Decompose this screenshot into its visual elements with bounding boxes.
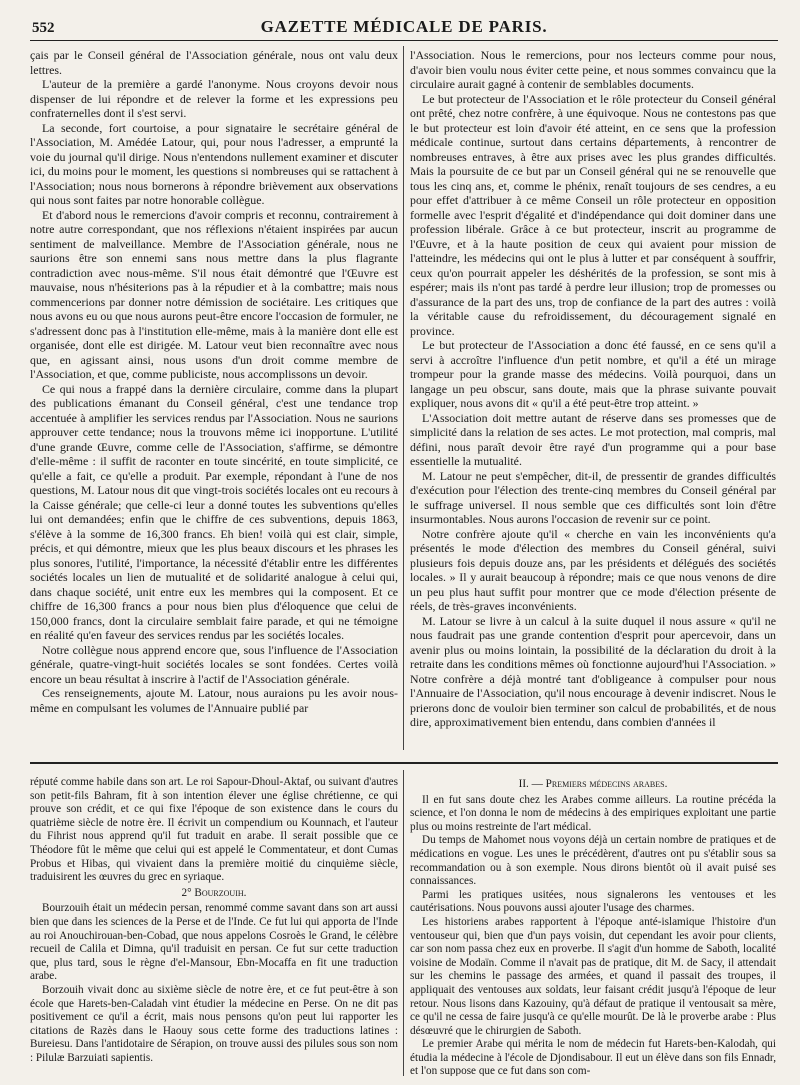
feuilleton-divider <box>30 762 778 764</box>
paragraph: Le but protecteur de l'Association et le rôle protecteur du Conseil général ont prêté, chez notre confrère, à une équivoque. Nous ne contestons pas que le but protecteur est loin d'avoir été atteint, en ce sens que la profession médicale continue, surtout dans certains départements, à rencontrer de nombreuses entraves, à être aux prises avec les plus grandes difficultés. Mais la poursuite de ce but par un Conseil général qui ne se renouvelle que tous les cinq ans, et, comme le phénix, renaît toujours de ses cendres, a eu pour effet d'attribuer à ce même Conseil un rôle protecteur en opposition formelle avec l'esprit d'égalité et d'indépendance qui doit dominer dans une profession libérale. Grâce à ce but protecteur, inscrit au programme de l'Œuvre, et à la haute position de ceux qui avaient pour mission de l'atteindre, les médecins qui ont le plus à lutter et par conséquent à souffrir, ceux qu'on pourrait appeler les déshérités de la profession, se sont mis à espérer; mais ils n'ont pas tardé à perdre leur illusion; trop de promesses ou d'assurance de la part des uns, trop de confiance de la part des autres : voilà la véritable cause du refroidissement, du découragement signalé en province. <box>410 91 776 338</box>
section-heading: 2° Bourzouih. <box>181 886 247 899</box>
column-bottom-right <box>410 776 776 1076</box>
page-header <box>30 14 778 41</box>
paragraph: Notre confrère ajoute qu'il « cherche en vain les inconvénients qu'a présentés le mode d'élection des membres du Conseil général, suivi plusieurs fois depuis douze ans, par les présidents et délégués des sociétés locales. » Il y aurait beaucoup à répondre; mais ce que nous venons de dire un peu plus haut suffit pour montrer que ce mode d'élection présente de réels, de très-graves inconvénients. <box>410 526 776 613</box>
paragraph: M. Latour se livre à un calcul à la suite duquel il nous assure « qu'il ne nous faudrait pas une grande contention d'esprit pour apercevoir, dans un avenir plus ou moins lointain, la possibilité de la déclaration du droit à la retraite dans les conditions mêmes où fonctionne aujourd'hui l'Association. » Notre confrère a déjà montré tant d'obligeance à compulser pour nous l'Annuaire de l'Association, qu'il nous encourage à devenir indiscret. Nous le prierons donc de vouloir bien terminer son calcul de probabilités, et de nous dire, approximativement bien entendu, dans combien d'années il <box>410 613 776 729</box>
journal-title: GAZETTE MÉDICALE DE PARIS. <box>260 17 548 36</box>
paragraph: çais par le Conseil général de l'Association générale, nous ont valu deux lettres. <box>30 48 398 77</box>
column-divider-bottom <box>403 770 404 1076</box>
paragraph: l'Association. Nous le remercions, pour nos lecteurs comme pour nous, d'avoir bien voulu nous éviter cette peine, et nous sommes convaincu que la circulaire aurait gagné à contenir de semblables documents. <box>410 48 776 91</box>
paragraph: Les historiens arabes rapportent à l'époque anté-islamique l'histoire d'un ventouseur qui, bien que d'un pays voisin, dut cependant les avoir pour clients, car son nom passa chez eux en proverbe. Il s'agit d'un homme de Saboth, localité voisine de Modaïn. Comme il n'avait pas de pratique, dit M. de Sacy, il attendait sur les chemins le passage des armées, et quand il passait des troupes, il appliquait des ventouses aux soldats, leur faisant crédit jusqu'à l'époque de leur retour. Nous lisons dans Kazouiny, qu'à défaut de pratique il ventousait sa mère, ce qu'il ne cessa de faire jusqu'à ce qu'elle mourût. De là le proverbe arabe : Plus désœuvré que le chirurgien de Saboth. <box>410 915 776 1037</box>
paragraph: La seconde, fort courtoise, a pour signataire le secrétaire général de l'Association, M. Amédée Latour, qui, pour nous l'adresser, a emprunté la voie du journal qu'il dirige. Nous n'entendons nullement examiner et discuter ici, du moins pour le moment, les questions si nombreuses qui se rattachent à l'Association; nous nous bornerons à répondre brièvement aux observations qui nous sont faites par notre honorable collègue. <box>30 120 398 207</box>
column-divider-top <box>403 46 404 750</box>
section-heading: II. — Premiers médecins arabes. <box>518 778 668 790</box>
column-top-left <box>30 48 398 748</box>
paragraph: M. Latour ne peut s'empêcher, dit-il, de pressentir de grandes difficultés d'exécution pour l'élection des trente-cinq membres du Conseil général par le suffrage universel. Il nous semble que ces difficultés sont loin d'être insurmontables. Nous aurons l'occasion de revenir sur ce point. <box>410 468 776 526</box>
paragraph: Ces renseignements, ajoute M. Latour, nous auraions pu les avoir nous-même en compulsant les volumes de l'Annuaire publié par <box>30 686 398 715</box>
paragraph: Du temps de Mahomet nous voyons déjà un certain nombre de pratiques et de médications en vogue. Les unes le précédèrent, d'autres ont pu s'établir sous sa recommandation ou à son exemple. Nous dirons bientôt où il avait puisé ses connaissances. <box>410 834 776 888</box>
paragraph: Bourzouih était un médecin persan, renommé comme savant dans son art aussi bien que dans les sciences de la Perse et de l'Inde. Ce fut lui qui apporta de l'Inde au roi Anouchirouan-ben-Cobad, que nous appelons Cosroès le Grand, le célèbre recueil de Calila et Dimna, qu'il traduisit en persan. Ce fut sur cette traduction que, plus tard, sous le règne d'el-Mansour, Ebn-Mocaffa en fit une traduction arabe. <box>30 902 398 983</box>
paragraph: L'auteur de la première a gardé l'anonyme. Nous croyons devoir nous dispenser de lui répondre et de relever la forme et les expressions peu confraternelles dont il s'est servi. <box>30 77 398 120</box>
paragraph: Il en fut sans doute chez les Arabes comme ailleurs. La routine précéda la science, et l'on donna le nom de médecins à des empiriques exploitant une partie plus ou moins restreinte de l'art médical. <box>410 793 776 833</box>
page-number: 552 <box>32 20 55 36</box>
paragraph: L'Association doit mettre autant de réserve dans ses promesses que de simplicité dans la relation de ses actes. Le mot protection, mal compris, mal défini, nous paraît devoir être rayé d'un programme qui a pour base essentielle la mutualité. <box>410 410 776 468</box>
column-top-right <box>410 48 776 748</box>
paragraph: Le but protecteur de l'Association a donc été faussé, en ce sens qu'il a servi à accroître l'influence d'un petit nombre, et qu'il a été un mirage trompeur pour la grande masse des médecins. Voilà pourquoi, dans un langage un peu obscur, sans doute, mais que la phrase suivante pouvait expliquer, nous avons dit « qu'il a été peut-être trop atteint. » <box>410 338 776 410</box>
paragraph: Notre collègue nous apprend encore que, sous l'influence de l'Association générale, quatre-vingt-huit sociétés locales se sont fondées. Certes voilà encore un beau résultat à inscrire à l'actif de l'Association générale. <box>30 642 398 686</box>
paragraph: Parmi les pratiques usitées, nous signalerons les ventouses et les cautérisations. Nous pouvons aussi ajouter l'usage des charmes. <box>410 888 776 915</box>
paragraph: Borzouih vivait donc au sixième siècle de notre ère, et ce fut peut-être à son école que Harets-ben-Caladah vint étudier la médecine en Perse. On ne dit pas positivement ce qu'il a écrit, mais nous pensons qu'on peut lui rapporter les citations de Razès dans le Haouy sous cette forme des traductions latines : Bureiesu. Dans l'antidotaire de Sérapion, on trouve aussi des pilules sous son nom : Pilulæ Barzuiati sapientis. <box>30 983 398 1064</box>
paragraph: Et d'abord nous le remercions d'avoir compris et reconnu, contrairement à notre autre correspondant, que nos réflexions n'étaient inspirées par aucun sentiment de malveillance. Membre de l'Association générale, nous ne saurions être son ennemi sans nous mettre dans la plus flagrante contradiction avec nous-même. S'il nous était démontré que l'Œuvre est mauvaise, nous n'hésiterions pas à la répudier et à la combattre; mais nous commencerions par donner notre démission de sociétaire. Les critiques que nous avons eu ou que nous aurons peut-être encore l'occasion de formuler, ne s'adressent donc pas à l'institution elle-même, mais à la manière dont elle est organisée, dont elle est dirigée. M. Latour veut bien reconnaître avec nous que, en agissant ainsi, nous usons d'un droit comme membre de l'Association, et que, comme publiciste, nous accomplissons un devoir. <box>30 207 398 381</box>
paragraph: Ce qui nous a frappé dans la dernière circulaire, comme dans la plupart des publications émanant du Conseil général, c'est une tendance trop accentuée à amplifier les services rendus par l'Association. Nous ne saurions approuver cette tendance; nous la trouvons même ici inopportune. L'utilité d'une grande Œuvre, comme celle de l'Association, s'affirme, se démontre d'elle-même : il suffit de raconter en toute sincérité, en toute simplicité, ce qu'elle a fait, ce qu'elle a produit. Par exemple, répondant à l'une de nos questions, M. Latour nous dit que vingt-trois sociétés locales ont eu recours à la Caisse générale; que celle-ci leur a donné toutes les subventions qu'elles lui ont demandées; enfin que le chiffre de ces subventions, depuis 1863, s'élève à la somme de 16,300 francs. Eh bien! voilà qui est clair, simple, précis, et qui démontre, mieux que les plus beaux discours et les phrases les plus sonores, l'utilité, l'importance, la nécessité d'établir entre les différentes sociétés locales un lien de mutualité et de solidarité analogue à celui qui, dans chaque société, unit entre eux les membres qui la composent. Et ce chiffre de 16,300 francs a pour nous bien plus d'éloquence que celui de 150,000 francs, dont la circulaire semblait faire parade, et qui ne témoigne en réalité qu'en faveur des services rendus par les sociétés locales. <box>30 381 398 642</box>
column-bottom-left <box>30 776 398 1076</box>
paragraph: Le premier Arabe qui mérita le nom de médecin fut Harets-ben-Kalodah, qui étudia la médecine à l'école de Djondisabour. Il eut un élève dans son fils Ennadr, et l'on suppose que ce fut dans son com- <box>410 1038 776 1076</box>
paragraph: réputé comme habile dans son art. Le roi Sapour-Dhoul-Aktaf, ou suivant d'autres son petit-fils Bahram, fit à son intention élever une église chrétienne, ce qui prouve son crédit, et ce qui fixe l'époque de son existence dans le cours du quatrième siècle de notre ère. Il écrivit un compendium ou Kounnach, et l'auteur du Fihrist nous apprend qu'il fut traduit en arabe. Il serait possible que ce Théodore fût le même que celui qui est appelé le Commentateur, et dont Cumas Probus et Hibas, qui vivaient dans la première moitié du cinquième siècle, traduisirent les œuvres du grec en syriaque. <box>30 776 398 884</box>
